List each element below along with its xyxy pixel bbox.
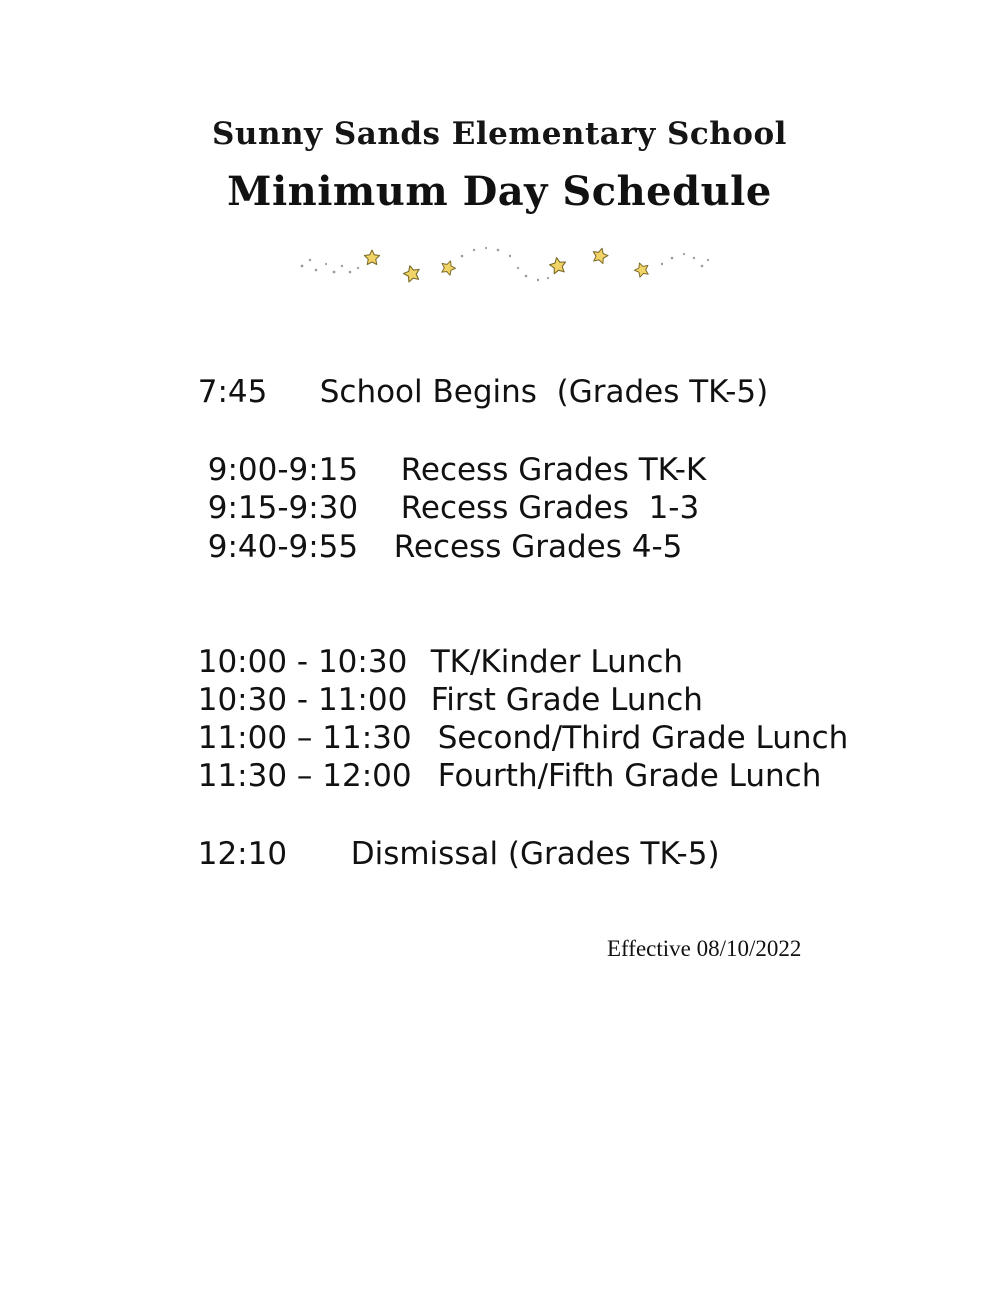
schedule-event: Fourth/Fifth Grade Lunch (437, 758, 822, 794)
schedule-time: 9:40-9:55 (207, 529, 359, 565)
schedule-row-dismissal (178, 808, 720, 870)
stars-decoration (290, 236, 720, 292)
schedule-title: Minimum Day Schedule (227, 168, 772, 215)
schedule-event: Recess Grades 1-3 (400, 490, 700, 526)
schedule-time: 10:00 - 10:30 (197, 644, 408, 680)
schedule-time: 9:00-9:15 (207, 452, 359, 488)
schedule-row-fourth-fifth-grade-lunch (178, 730, 821, 792)
school-name: Sunny Sands Elementary School (212, 116, 787, 152)
schedule-event: Recess Grades 4-5 (393, 529, 683, 565)
effective-date: Effective 08/10/2022 (607, 936, 802, 961)
schedule-time: 7:45 (197, 374, 268, 410)
schedule-event: Recess Grades TK-K (400, 452, 707, 488)
schedule-time: 10:30 - 11:00 (197, 682, 408, 718)
schedule-time: 9:15-9:30 (207, 490, 359, 526)
schedule-event: TK/Kinder Lunch (430, 644, 684, 680)
schedule-event: School Begins (Grades TK-5) (319, 374, 769, 410)
schedule-event: Dismissal (Grades TK-5) (350, 836, 720, 872)
schedule-event: Second/Third Grade Lunch (437, 720, 849, 756)
schedule-event: First Grade Lunch (430, 682, 703, 718)
schedule-row-recess-4-5 (188, 501, 682, 563)
schedule-time: 11:00 – 11:30 (197, 720, 412, 756)
schedule-time: 12:10 (197, 836, 288, 872)
schedule-row-school-begins (178, 346, 768, 408)
schedule-time: 11:30 – 12:00 (197, 758, 412, 794)
